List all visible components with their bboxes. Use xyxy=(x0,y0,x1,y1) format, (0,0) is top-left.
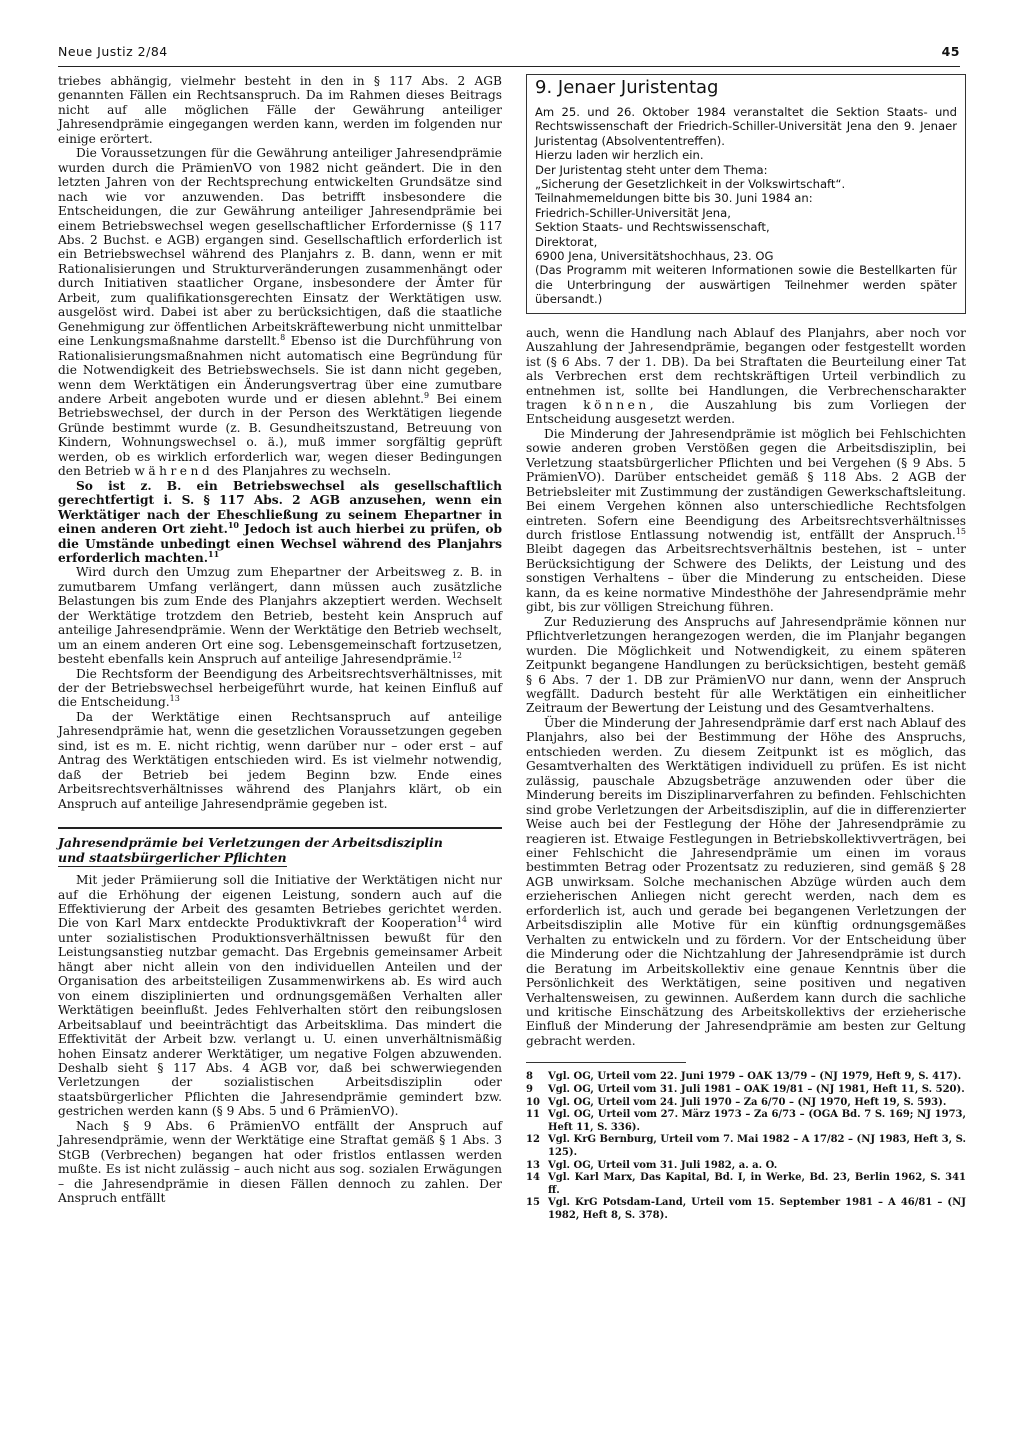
footnote-marker: 9 xyxy=(424,390,430,400)
footnote-marker: 10 xyxy=(227,519,239,530)
section-heading: Jahresendprämie bei Verletzungen der Arbeitsdisziplin und staatsbürgerlicher Pflichten xyxy=(58,827,502,867)
footnote: 11 Vgl. OG, Urteil vom 27. März 1973 – Za 6/73 – (OGA Bd. 7 S. 169; NJ 1973, Heft 11, S. 336). xyxy=(526,1109,966,1133)
announcement-title: 9. Jenaer Juristentag xyxy=(535,77,719,98)
page-number: 45 xyxy=(941,44,960,59)
paragraph: Die Minderung der Jahresendprämie ist möglich bei Fehlschichten sowie anderen groben Verstößen gegen die Arbeitsdisziplin, bei Verletzung staatsbürgerlicher Pflichten und bei Vergehen (§ 9 Abs. 5 PrämienVO). Darüber entscheidet gemäß § 118 Abs. 2 AGB der Betriebsleiter mit Zustimmung der zuständigen Gewerkschaftsleitung. Bei einem Vergehen können also unterschiedliche Rechtsfolgen eintreten. Sofern eine Beendigung des Arbeitsrechtsverhältnisses durch fristlose Entlassung notwendig ist, entfällt der Anspruch.$^{15}$ Bleibt dagegen das Arbeitsrechtsverhältnis bestehen, ist – unter Berücksichtigung der Schwere des Delikts, der Leistung und des sonstigen Verhaltens – über die Minderung zu entscheiden. Diese kann, da es keine normative Mindesthöhe der Jahresendprämie mehr gibt, bis zur völligen Streichung führen. xyxy=(526,426,966,615)
footnote: 15 Vgl. KrG Potsdam-Land, Urteil vom 15. September 1981 – A 46/81 – (NJ 1982, Heft 8, S. 378). xyxy=(526,1197,966,1221)
announcement-box xyxy=(526,74,966,314)
right-column xyxy=(526,74,966,1222)
running-head xyxy=(58,44,960,64)
paragraph: So ist z. B. ein Betriebswechsel als gesellschaftlich gerechtfertigt i. S. § 117 Abs. 2 AGB anzusehen, wenn ein Werktätiger nach der Eheschließung zu seinem Ehepartner in einen anderen Ort zieht.$^{10}$ Jedoch ist auch hierbei zu prüfen, ob die Umstände unbedingt einen Wechsel während des Planjahrs erforderlich machten.$^{11}$ xyxy=(58,478,502,565)
footnotes xyxy=(526,1071,966,1222)
paragraph: Nach § 9 Abs. 6 PrämienVO entfällt der Anspruch auf Jahresendprämie, wenn der Werktätige eine Straftat gemäß § 1 Abs. 3 StGB (Verbrechen) begangen hat oder fristlos entlassen werden mußte. Es ist nicht zulässig – auch nicht aus sog. sozialen Erwägungen – die Jahresendprämie in diesen Fällen dennoch zu zahlen. Der Anspruch entfällt xyxy=(58,1118,502,1206)
footnote: 12 Vgl. KrG Bernburg, Urteil vom 7. Mai 1982 – A 17/82 – (NJ 1983, Heft 3, S. 125). xyxy=(526,1134,966,1158)
paragraph: Wird durch den Umzug zum Ehepartner der Arbeitsweg z. B. in zumutbarem Umfang verlängert, dann müssen auch zusätzliche Belastungen bis zum Ende des Planjahrs akzeptiert werden. Wechselt der Werktätige trotzdem den Betrieb, besteht kein Anspruch auf anteilige Jahresendprämie. Wenn der Werktätige den Betrieb wechselt, um an einem anderen Ort eine sog. Lebensgemeinschaft fortzusetzen, besteht ebenfalls kein Anspruch auf anteilige Jahresendprämie.$^{12}$ xyxy=(58,565,502,667)
footnote: 14 Vgl. Karl Marx, Das Kapital, Bd. I, in Werke, Bd. 23, Berlin 1962, S. 341 ff. xyxy=(526,1172,966,1196)
announcement-line: Sektion Staats- und Rechtswissenschaft, xyxy=(535,220,770,235)
footnote-marker: 8 xyxy=(280,333,286,343)
announcement-line: Der Juristentag steht unter dem Thema: xyxy=(535,162,768,177)
announcement-line: Direktorat, xyxy=(535,234,598,249)
paragraph: Zur Reduzierung des Anspruchs auf Jahresendprämie können nur Pflichtverletzungen herangezogen werden, die im Planjahr begangen wurden. Die Möglichkeit und Notwendigkeit, zu einem späteren Zeitpunkt begangene Handlungen zu berücksichtigen, besteht gemäß § 6 Abs. 7 der 1. DB zur PrämienVO nur dann, wenn der Anspruch wegfällt. Dadurch besteht für alle Werktätigen ein einheitlicher Zeitraum der Bewertung der Leistung und des Gesamtverhaltens. xyxy=(526,614,966,716)
paragraph: Die Rechtsform der Beendigung des Arbeitsrechtsverhältnisses, mit der der Betriebswechsel herbeigeführt wurde, hat keinen Einfluß auf die Entscheidung.$^{13}$ xyxy=(58,666,502,710)
paragraph: auch, wenn die Handlung nach Ablauf des Planjahrs, aber noch vor Auszahlung der Jahresendprämie, begangen oder festgestellt worden ist (§ 6 Abs. 7 der 1. DB). Da bei Straftaten die Beurteilung einer Tat als Verbrechen erst dem rechtskräftigen Urteil verbindlich zu entnehmen ist, sollte bei Handlungen, die Verbrechenscharakter tragen können, die Auszahlung bis zum Vorliegen der Entscheidung ausgesetzt werden. xyxy=(526,325,966,427)
footnote-marker: 14 xyxy=(456,915,467,925)
footnote-rule xyxy=(526,1062,686,1063)
announcement-line: (Das Programm mit weiteren Informationen sowie die Bestellkarten für die Unterbringung der auswärtigen Teilnehmer werden später übersandt.) xyxy=(535,263,957,307)
footnote-marker: 12 xyxy=(451,651,463,661)
footnote-marker: 15 xyxy=(955,526,966,536)
header-rule xyxy=(58,66,960,67)
paragraph: Da der Werktätige einen Rechtsanspruch auf anteilige Jahresendprämie hat, wenn die gesetzlichen Voraussetzungen gegeben sind, ist es m. E. nicht richtig, wenn darüber nur – oder erst – auf Antrag des Werktätigen entschieden wird. Es ist vielmehr notwendig, daß der Betrieb bei jedem Beginn bzw. Ende eines Arbeitsrechtsverhältnisses während des Planjahrs klärt, ob ein Anspruch auf anteilige Jahresendprämie gegeben ist. xyxy=(58,709,502,811)
announcement-line: Friedrich-Schiller-Universität Jena, xyxy=(535,205,731,220)
paragraph: Über die Minderung der Jahresendprämie darf erst nach Ablauf des Planjahrs, also bei der Bestimmung der Höhe des Anspruchs, entschieden werden. Zu diesem Zeitpunkt ist es möglich, das Gesamtverhalten des Werktätigen individuell zu prüfen. Es ist nicht zulässig, pauschale Abzugsbeträge anzuwenden oder über die Minderung bereits im Disziplinarverfahren zu befinden. Fehlschichten sind grobe Verletzungen der Arbeitsdisziplin, auf die in differenzierter Weise auch bei der Festlegung der Höhe der Jahresendprämie zu reagieren ist. Etwaige Festlegungen in Betriebskollektivverträgen, bei einer Fehlschicht die Jahresendprämie um einen im voraus bestimmten Betrag oder Prozentsatz zu reduzieren, sind gemäß § 28 AGB unwirksam. Solche mechanischen Abzüge würden auch dem erzieherischen Anliegen nicht gerecht werden, nach dem es erforderlich ist, auch und gerade bei begangenen Verletzungen der Arbeitsdisziplin alle Motive für ein künftig ordnungsgemäßes Verhalten zu entwickeln und zu fördern. Vor der Entscheidung über die Minderung oder die Nichtzahlung der Jahresendprämie ist durch die Beratung im Arbeitskollektiv eine genaue Kenntnis über die Persönlichkeit des Werktätigen, seine positiven und negativen Verhaltensweisen, zu gewinnen. Außerdem kann durch die sachliche und kritische Einschätzung des Arbeitskollektivs der erzieherische Einfluß der Minderung der Jahresendprämie am besten zur Geltung gebracht werden. xyxy=(526,715,966,1048)
footnote: 10 Vgl. OG, Urteil vom 24. Juli 1970 – Za 6/70 – (NJ 1970, Heft 19, S. 593). xyxy=(526,1096,947,1108)
announcement-line: 6900 Jena, Universitätshochhaus, 23. OG xyxy=(535,249,774,264)
footnote: 8 Vgl. OG, Urteil vom 22. Juni 1979 – OAK 13/79 – (NJ 1979, Heft 9, S. 417). xyxy=(526,1071,962,1083)
paragraph: Die Voraussetzungen für die Gewährung anteiliger Jahresendprämie wurden durch die PrämienVO von 1982 nicht geändert. Die in den letzten Jahren von der Rechtsprechung entwickelten Grundsätze sind nach wie vor anzuwenden. Das betrifft insbesondere die Entscheidungen, die zur Gewährung anteiliger Jahresendprämie bei einem Betriebswechsel wegen gesellschaftlicher Erfordernisse (§ 117 Abs. 2 Buchst. e AGB) ergangen sind. Gesellschaftlich erforderlich ist ein Betriebswechsel während des Planjahrs z. B. dann, wenn er mit Rationalisierungen und Strukturveränderungen zusammenhängt oder durch Initiativen staatlicher Organe, insbesondere der Ämter für Arbeit, zum qualifikationsgerechten Einsatz der Werktätigen usw. ausgelöst wird. Dabei ist aber zu berücksichtigen, daß die staatliche Genehmigung zur öffentlichen Arbeitskräftewerbung nicht unmittelbar eine Lenkungsmaßnahme darstellt.$^8$ Ebenso ist die Durchführung von Rationalisierungsmaßnahmen nicht automatisch eine Begründung für die Notwendigkeit des Betriebswechsels. Sie ist dann nicht gegeben, wenn dem Werktätigen ein Änderungsvertrag über eine zumutbare andere Arbeit angeboten wurde und er diesen ablehnt.$^9$ Bei einem Betriebswechsel, der durch in der Person des Werktätigen liegende Gründe bestimmt wurde (z. B. Gesundheitszustand, Betreuung von Kindern, Wohnungswechsel o. ä.), muß immer sorgfältig geprüft werden, ob es wirklich erforderlich war, wegen dieser Bedingungen den Betrieb während des Planjahres zu wechseln. xyxy=(58,146,502,479)
announcement-line: Hierzu laden wir herzlich ein. xyxy=(535,148,704,163)
footnote-marker: 13 xyxy=(169,694,180,704)
announcement-line: Teilnahmemeldungen bitte bis 30. Juni 1984 an: xyxy=(535,191,813,206)
left-column xyxy=(58,74,502,1206)
footnote: 9 Vgl. OG, Urteil vom 31. Juli 1981 – OAK 19/81 – (NJ 1981, Heft 11, S. 520). xyxy=(526,1083,965,1095)
paragraph: Mit jeder Prämiierung soll die Initiative der Werktätigen nicht nur auf die Erhöhung der eigenen Leistung, sondern auch auf die Effektivierung der Arbeit des gesamten Betriebes gerichtet werden. Die von Karl Marx entdeckte Produktivkraft der Kooperation$^{14}$ wird unter sozialistischen Produktionsverhältnissen bewußt für den Leistungsanstieg nutzbar gemacht. Das Ergebnis gemeinsamer Arbeit hängt aber nicht allein von den individuellen Anteilen und der Organisation des arbeitsteiligen Zusammenwirkens ab. Es wird auch von einem disziplinierten und ordnungsgemäßen Verhalten aller Werktätigen beeinflußt. Jedes Fehlverhalten stört den reibungslosen Arbeitsablauf und beeinträchtigt das Arbeitsklima. Das mindert die Effektivität der Arbeit bzw. verlangt u. U. einen unverhältnismäßig hohen Einsatz anderer Werktätiger, um negative Folgen abzuwenden. Deshalb sieht § 117 Abs. 4 AGB vor, daß bei schwerwiegenden Verletzungen der sozialistischen Arbeitsdisziplin oder staatsbürgerlicher Pflichten die Jahresendprämie gemindert bzw. gestrichen werden kann (§ 9 Abs. 5 und 6 PrämienVO). xyxy=(58,873,502,1119)
journal-title: Neue Justiz 2/84 xyxy=(58,44,168,59)
footnote: 13 Vgl. OG, Urteil vom 31. Juli 1982, a. a. O. xyxy=(526,1159,778,1171)
footnote-marker: 11 xyxy=(208,548,220,559)
announcement-line: „Sicherung der Gesetzlichkeit in der Volkswirtschaft“. xyxy=(535,177,846,192)
announcement-line: Am 25. und 26. Oktober 1984 veranstaltet die Sektion Staats- und Rechtswissenschaft der Friedrich-Schiller-Universität Jena den 9. Jenaer Juristentag (Absolvententreffen). xyxy=(535,105,957,148)
paragraph: triebes abhängig, vielmehr besteht in den in § 117 Abs. 2 AGB genannten Fällen ein Rechtsanspruch. Da im Rahmen dieses Beitrags nicht auf alle möglichen Fälle der Gewährung anteiliger Jahresendprämie eingegangen werden kann, werden im folgenden nur einige erörtert. xyxy=(58,74,502,146)
